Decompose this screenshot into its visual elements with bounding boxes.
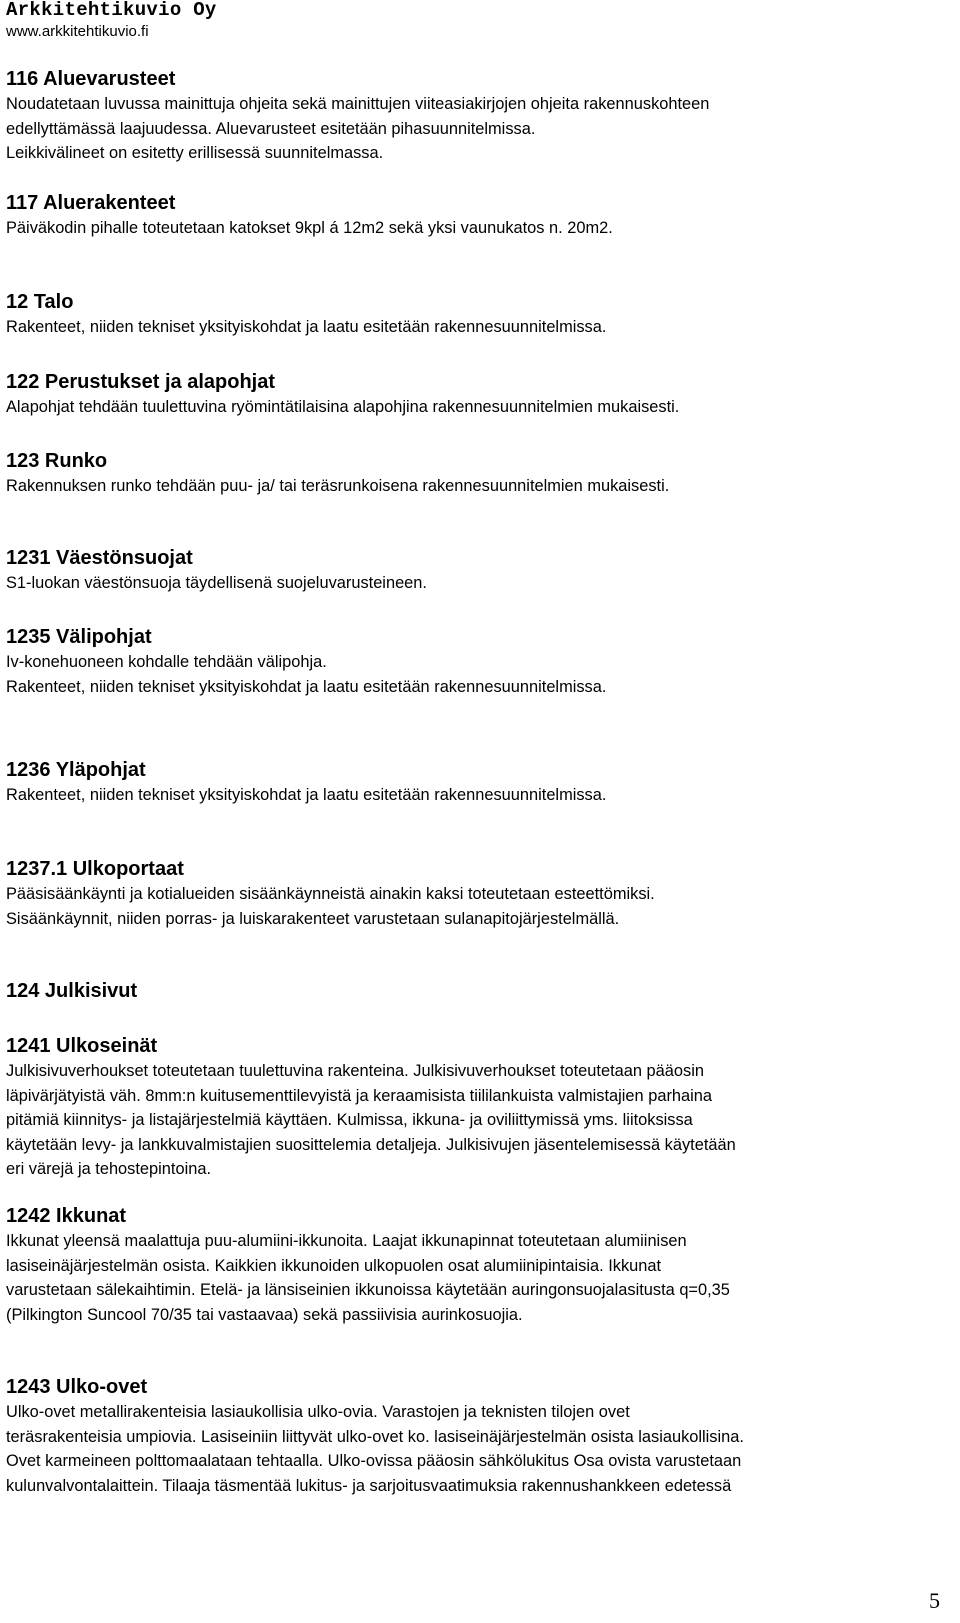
section-heading: 1241 Ulkoseinät	[6, 1035, 158, 1057]
section-text-line: Leikkivälineet on esitetty erillisessä suunnitelmassa.	[6, 144, 384, 162]
section-text-line: (Pilkington Suncool 70/35 tai vastaavaa) sekä passiivisia aurinkosuojia.	[6, 1305, 523, 1324]
section-heading: 1243 Ulko-ovet	[6, 1376, 148, 1398]
section-1243-ulko-ovet	[6, 1374, 954, 1498]
section-1236-ylapohjat	[6, 757, 954, 808]
section-1237-1-ulkoportaat	[6, 856, 954, 931]
section-text-line: Ikkunat yleensä maalattuja puu-alumiini-ikkunoita. Laajat ikkunapinnat toteutetaan alumiinisen	[6, 1232, 687, 1250]
section-12-talo	[6, 289, 954, 340]
section-text-line: Rakenteet, niiden tekniset yksityiskohdat ja laatu esitetään rakennesuunnitelmissa.	[6, 786, 607, 804]
section-heading: 116 Aluevarusteet	[6, 68, 176, 90]
section-1242-ikkunat	[6, 1203, 954, 1327]
section-text-line: Rakenteet, niiden tekniset yksityiskohdat ja laatu esitetään rakennesuunnitelmissa.	[6, 318, 607, 336]
section-heading: 1242 Ikkunat	[6, 1205, 127, 1227]
section-text-line: Julkisivuverhoukset toteutetaan tuulettuvina rakenteina. Julkisivuverhoukset toteutetaan pääosin	[6, 1062, 704, 1080]
section-text-line: Ulko-ovet metallirakenteisia lasiaukollisia ulko-ovia. Varastojen ja teknisten tilojen ovet	[6, 1403, 630, 1421]
section-text-line: Rakenteet, niiden tekniset yksityiskohdat ja laatu esitetään rakennesuunnitelmissa.	[6, 677, 607, 696]
section-text-line: teräsrakenteisia umpiovia. Lasiseiniin liittyvät ulko-ovet ko. lasiseinäjärjestelmän osista lasiaukollisina.	[6, 1427, 744, 1446]
section-116-aluevarusteet	[6, 66, 954, 166]
section-text-line: lasiseinäjärjestelmän osista. Kaikkien ikkunoiden ulkopuolen osat alumiinipintaisia. Ikkunat	[6, 1256, 662, 1275]
section-text-line: Päiväkodin pihalle toteutetaan katokset 9kpl á 12m2 sekä yksi vaunukatos n. 20m2.	[6, 219, 613, 237]
section-text-line: edellyttämässä laajuudessa. Aluevarusteet esitetään pihasuunnitelmissa.	[6, 119, 536, 138]
section-text-line: Rakennuksen runko tehdään puu- ja/ tai teräsrunkoisena rakennesuunnitelmien mukaisesti.	[6, 477, 670, 495]
section-1241-ulkoseinat	[6, 1033, 954, 1182]
section-heading: 1235 Välipohjat	[6, 626, 152, 648]
section-heading: 123 Runko	[6, 450, 108, 472]
section-122-perustukset	[6, 369, 954, 420]
section-text-line: Sisäänkäynnit, niiden porras- ja luiskarakenteet varustetaan sulanapitojärjestelmällä.	[6, 909, 620, 928]
section-text-line: pitämiä kiinnitys- ja listajärjestelmiä käyttäen. Kulmissa, ikkuna- ja oviliittymissä yms. liitoksissa	[6, 1111, 693, 1129]
section-123-runko	[6, 448, 954, 499]
company-name: Arkkitehtikuvio Oy	[6, 0, 217, 21]
section-heading: 124 Julkisivut	[6, 980, 138, 1002]
section-1231-vaestonsuojat	[6, 545, 954, 596]
section-text-line: kulunvalvontalaittein. Tilaaja täsmentää lukitus- ja sarjoitusvaatimuksia rakennushankkeen edetessä	[6, 1476, 732, 1495]
company-url[interactable]: www.arkkitehtikuvio.fi	[6, 23, 149, 40]
section-heading: 1236 Yläpohjat	[6, 759, 146, 781]
section-text-line: käytetään levy- ja lankkuvalmistajien suosittelemia detaljeja. Julkisivujen jäsentelemisessä käytetään	[6, 1135, 736, 1154]
section-text-line: läpivärjätyistä väh. 8mm:n kuitusementtilevyistä ja keraamisista tiililankuista valmistajien parhaina	[6, 1086, 713, 1105]
section-text-line: S1-luokan väestönsuoja täydellisenä suojeluvarusteineen.	[6, 574, 427, 592]
section-1235-valipohjat	[6, 624, 954, 699]
section-heading: 1237.1 Ulkoportaat	[6, 858, 184, 880]
page-number: 5	[929, 1588, 940, 1613]
section-text-line: varustetaan sälekaihtimin. Etelä- ja länsiseinien ikkunoissa käytetään auringonsuojalasitusta q=0,35	[6, 1281, 730, 1299]
section-heading: 1231 Väestönsuojat	[6, 547, 193, 569]
section-text-line: Ovet karmeineen polttomaalataan tehtaalla. Ulko-ovissa pääosin sähkölukitus Osa ovista varustetaan	[6, 1452, 742, 1470]
section-124-julkisivut	[6, 978, 954, 1004]
section-text-line: Alapohjat tehdään tuulettuvina ryömintätilaisina alapohjina rakennesuunnitelmien mukaisesti.	[6, 398, 680, 416]
section-heading: 12 Talo	[6, 291, 74, 313]
section-text-line: eri värejä ja tehostepintoina.	[6, 1160, 212, 1178]
section-heading: 117 Aluerakenteet	[6, 192, 176, 214]
section-117-aluerakenteet	[6, 190, 954, 241]
section-heading: 122 Perustukset ja alapohjat	[6, 371, 276, 393]
section-text-line: Pääsisäänkäynti ja kotialueiden sisäänkäynneistä ainakin kaksi toteutetaan esteettömiksi.	[6, 885, 655, 903]
section-text-line: Iv-konehuoneen kohdalle tehdään välipohja.	[6, 653, 327, 671]
section-text-line: Noudatetaan luvussa mainittuja ohjeita sekä mainittujen viiteasiakirjojen ohjeita rakennuskohteen	[6, 95, 710, 113]
